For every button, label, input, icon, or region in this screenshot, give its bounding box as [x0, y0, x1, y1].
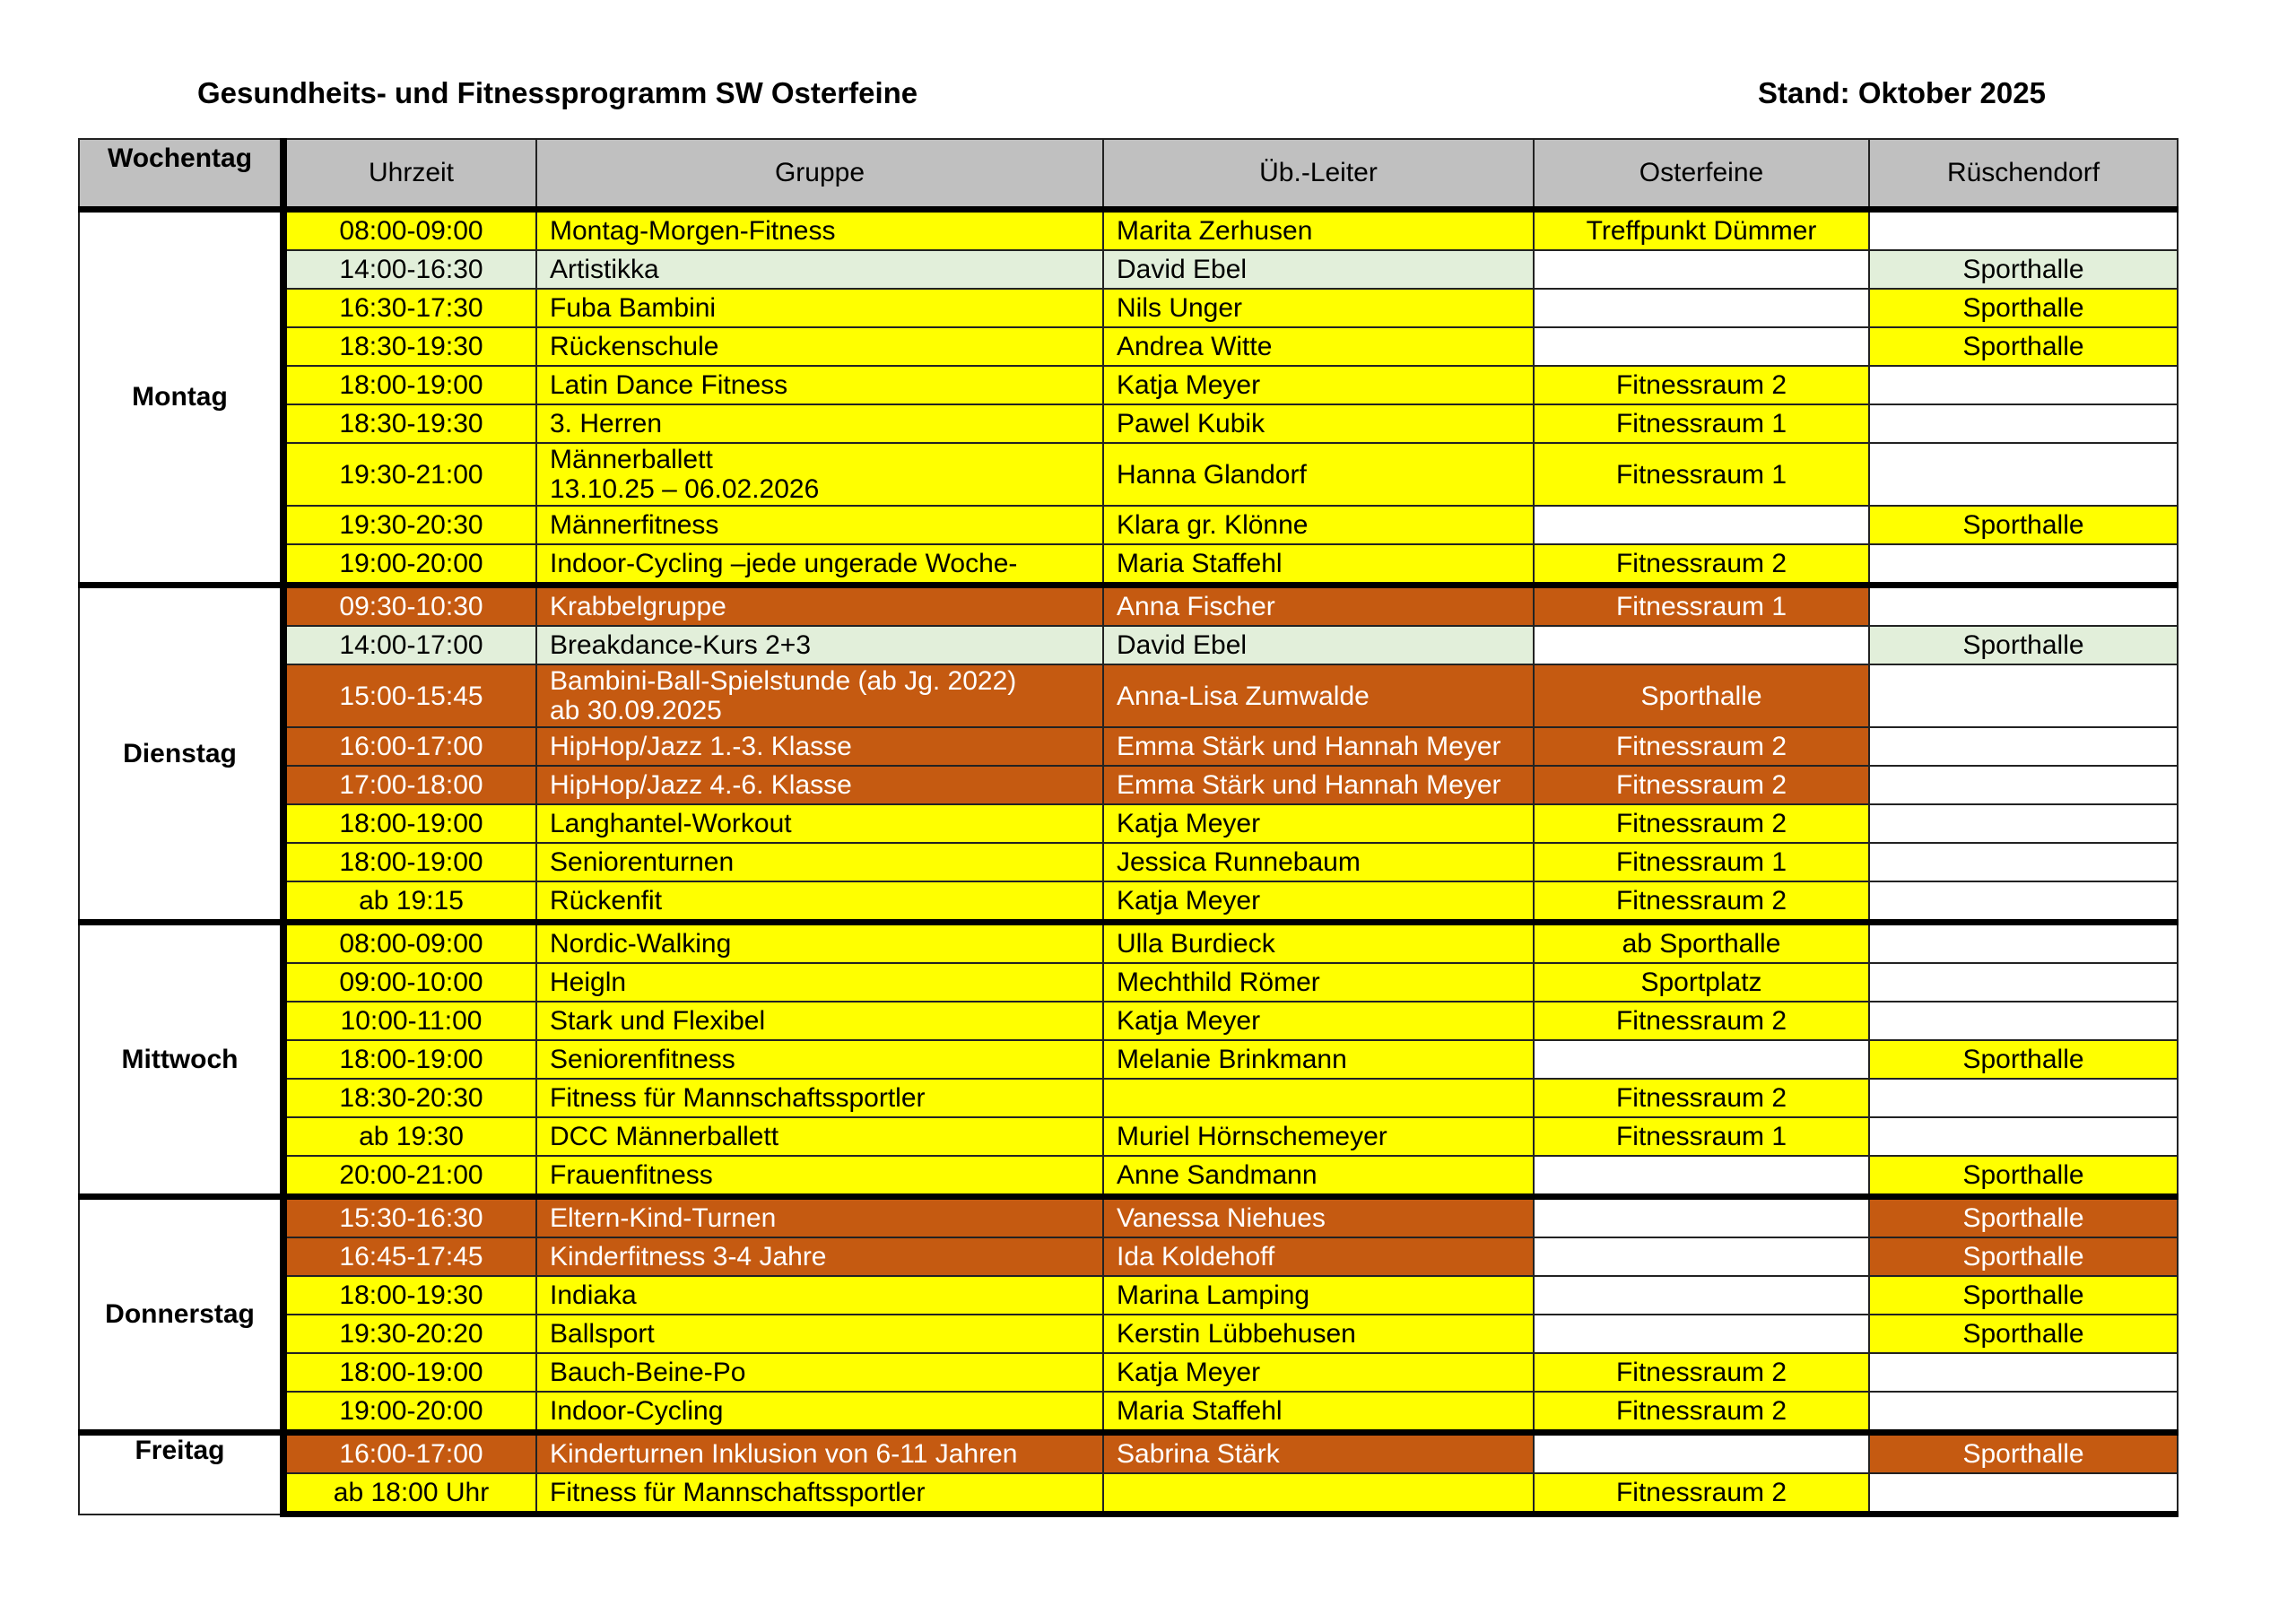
- group-line: ab 30.09.2025: [550, 696, 722, 725]
- weekday-cell: Donnerstag: [79, 1197, 283, 1433]
- leader-cell: Klara gr. Klönne: [1103, 506, 1534, 544]
- osterfeine-cell: Fitnessraum 1: [1534, 1117, 1869, 1156]
- group-cell: [536, 289, 1103, 327]
- osterfeine-cell: [1534, 1433, 1869, 1474]
- leader-cell: Katja Meyer: [1103, 1353, 1534, 1392]
- osterfeine-cell: [1534, 250, 1869, 289]
- time-cell: ab 19:15: [283, 881, 536, 923]
- leader-cell: Hanna Glandorf: [1103, 443, 1534, 506]
- rueschendorf-cell: Sporthalle: [1869, 1156, 2178, 1197]
- header-row: [79, 139, 2178, 210]
- osterfeine-cell: Sportplatz: [1534, 963, 1869, 1002]
- group-cell: [536, 766, 1103, 804]
- group-line: Langhantel-Workout: [550, 808, 792, 838]
- rueschendorf-cell: [1869, 727, 2178, 766]
- group-cell: [536, 1315, 1103, 1353]
- header-rueschendorf: Rüschendorf: [1869, 139, 2178, 210]
- leader-cell: Emma Stärk und Hannah Meyer: [1103, 766, 1534, 804]
- osterfeine-cell: [1534, 506, 1869, 544]
- group-cell: [536, 544, 1103, 586]
- osterfeine-cell: Fitnessraum 1: [1534, 843, 1869, 881]
- osterfeine-cell: Fitnessraum 2: [1534, 1002, 1869, 1040]
- group-cell: [536, 1079, 1103, 1117]
- time-cell: 15:00-15:45: [283, 664, 536, 727]
- osterfeine-cell: [1534, 626, 1869, 664]
- rueschendorf-cell: [1869, 963, 2178, 1002]
- leader-cell: David Ebel: [1103, 250, 1534, 289]
- rueschendorf-cell: Sporthalle: [1869, 250, 2178, 289]
- leader-cell: Mechthild Römer: [1103, 963, 1534, 1002]
- weekday-cell: Mittwoch: [79, 923, 283, 1197]
- group-cell: [536, 506, 1103, 544]
- group-cell: [536, 404, 1103, 443]
- group-cell: [536, 1002, 1103, 1040]
- header-group: Gruppe: [536, 139, 1103, 210]
- time-cell: ab 19:30: [283, 1117, 536, 1156]
- leader-cell: [1103, 1473, 1534, 1515]
- time-cell: 09:30-10:30: [283, 586, 536, 627]
- rueschendorf-cell: [1869, 1353, 2178, 1392]
- header-osterfeine: Osterfeine: [1534, 139, 1869, 210]
- osterfeine-cell: [1534, 327, 1869, 366]
- time-cell: 18:30-20:30: [283, 1079, 536, 1117]
- group-cell: [536, 443, 1103, 506]
- group-line: Frauenfitness: [550, 1159, 713, 1190]
- schedule-row: [79, 506, 2178, 544]
- group-line: Nordic-Walking: [550, 928, 732, 959]
- schedule-row: [79, 1002, 2178, 1040]
- group-line: Männerfitness: [550, 509, 719, 540]
- osterfeine-cell: Fitnessraum 2: [1534, 804, 1869, 843]
- rueschendorf-cell: Sporthalle: [1869, 289, 2178, 327]
- group-line: Stark und Flexibel: [550, 1005, 766, 1036]
- leader-cell: Sabrina Stärk: [1103, 1433, 1534, 1474]
- time-cell: 17:00-18:00: [283, 766, 536, 804]
- group-cell: [536, 366, 1103, 404]
- group-line: Kinderturnen Inklusion von 6-11 Jahren: [550, 1438, 1018, 1469]
- rueschendorf-cell: [1869, 210, 2178, 251]
- time-cell: 19:00-20:00: [283, 544, 536, 586]
- osterfeine-cell: [1534, 1276, 1869, 1315]
- osterfeine-cell: Fitnessraum 1: [1534, 404, 1869, 443]
- rueschendorf-cell: Sporthalle: [1869, 506, 2178, 544]
- osterfeine-cell: [1534, 1237, 1869, 1276]
- time-cell: 10:00-11:00: [283, 1002, 536, 1040]
- schedule-row: [79, 1197, 2178, 1238]
- group-cell: [536, 963, 1103, 1002]
- group-line: Rückenschule: [550, 331, 719, 361]
- schedule-row: [79, 586, 2178, 627]
- group-line: Heigln: [550, 967, 627, 997]
- group-line: 3. Herren: [550, 408, 663, 438]
- schedule-row: [79, 881, 2178, 923]
- leader-cell: Ida Koldehoff: [1103, 1237, 1534, 1276]
- leader-cell: David Ebel: [1103, 626, 1534, 664]
- osterfeine-cell: Fitnessraum 2: [1534, 1353, 1869, 1392]
- osterfeine-cell: [1534, 1315, 1869, 1353]
- group-line: Bambini-Ball-Spielstunde (ab Jg. 2022): [550, 666, 1017, 696]
- stand-date: Stand: Oktober 2025: [1758, 76, 2046, 109]
- leader-cell: Emma Stärk und Hannah Meyer: [1103, 727, 1534, 766]
- schedule-row: [79, 544, 2178, 586]
- leader-cell: Melanie Brinkmann: [1103, 1040, 1534, 1079]
- header-leader: Üb.-Leiter: [1103, 139, 1534, 210]
- rueschendorf-cell: [1869, 843, 2178, 881]
- group-line: Krabbelgruppe: [550, 591, 726, 621]
- group-line: Bauch-Beine-Po: [550, 1357, 746, 1387]
- leader-cell: Katja Meyer: [1103, 1002, 1534, 1040]
- group-cell: [536, 1392, 1103, 1433]
- group-cell: [536, 881, 1103, 923]
- time-cell: 14:00-17:00: [283, 626, 536, 664]
- group-line: Rückenfit: [550, 885, 663, 916]
- time-cell: 14:00-16:30: [283, 250, 536, 289]
- time-cell: 18:00-19:00: [283, 804, 536, 843]
- time-cell: 08:00-09:00: [283, 210, 536, 251]
- group-cell: [536, 1197, 1103, 1238]
- group-line: Indoor-Cycling: [550, 1395, 724, 1426]
- osterfeine-cell: [1534, 1040, 1869, 1079]
- time-cell: 15:30-16:30: [283, 1197, 536, 1238]
- schedule-row: [79, 404, 2178, 443]
- osterfeine-cell: Fitnessraum 2: [1534, 544, 1869, 586]
- group-cell: [536, 1276, 1103, 1315]
- schedule-row: [79, 923, 2178, 964]
- schedule-row: [79, 1433, 2178, 1474]
- group-line: Seniorenturnen: [550, 846, 735, 877]
- osterfeine-cell: Fitnessraum 1: [1534, 586, 1869, 627]
- schedule-row: [79, 327, 2178, 366]
- group-line: 13.10.25 – 06.02.2026: [550, 474, 820, 504]
- schedule-row: [79, 1040, 2178, 1079]
- time-cell: 18:00-19:00: [283, 1040, 536, 1079]
- group-line: Indiaka: [550, 1280, 637, 1310]
- header-time: Uhrzeit: [283, 139, 536, 210]
- rueschendorf-cell: Sporthalle: [1869, 1276, 2178, 1315]
- time-cell: 19:30-21:00: [283, 443, 536, 506]
- group-cell: [536, 250, 1103, 289]
- group-line: HipHop/Jazz 4.-6. Klasse: [550, 769, 852, 800]
- group-line: Kinderfitness 3-4 Jahre: [550, 1241, 827, 1271]
- header-weekday: Wochentag: [79, 139, 283, 210]
- schedule-row: [79, 1079, 2178, 1117]
- osterfeine-cell: Fitnessraum 2: [1534, 1392, 1869, 1433]
- rueschendorf-cell: [1869, 1392, 2178, 1433]
- rueschendorf-cell: [1869, 366, 2178, 404]
- time-cell: 16:45-17:45: [283, 1237, 536, 1276]
- group-cell: [536, 1040, 1103, 1079]
- schedule-row: [79, 1473, 2178, 1515]
- group-cell: [536, 1156, 1103, 1197]
- group-line: Fuba Bambini: [550, 292, 717, 323]
- weekday-cell: Montag: [79, 210, 283, 586]
- schedule-row: [79, 1237, 2178, 1276]
- group-line: Eltern-Kind-Turnen: [550, 1202, 777, 1233]
- time-cell: 08:00-09:00: [283, 923, 536, 964]
- rueschendorf-cell: Sporthalle: [1869, 1315, 2178, 1353]
- document-title: Gesundheits- und Fitnessprogramm SW Osterfeine: [197, 76, 918, 109]
- osterfeine-cell: [1534, 1197, 1869, 1238]
- rueschendorf-cell: [1869, 881, 2178, 923]
- leader-cell: Katja Meyer: [1103, 881, 1534, 923]
- group-line: Fitness für Mannschaftssportler: [550, 1082, 926, 1113]
- schedule-row: [79, 1117, 2178, 1156]
- time-cell: 19:00-20:00: [283, 1392, 536, 1433]
- time-cell: 18:30-19:30: [283, 327, 536, 366]
- rueschendorf-cell: [1869, 766, 2178, 804]
- time-cell: 18:30-19:30: [283, 404, 536, 443]
- osterfeine-cell: Fitnessraum 2: [1534, 881, 1869, 923]
- leader-cell: Jessica Runnebaum: [1103, 843, 1534, 881]
- leader-cell: Muriel Hörnschemeyer: [1103, 1117, 1534, 1156]
- osterfeine-cell: ab Sporthalle: [1534, 923, 1869, 964]
- leader-cell: [1103, 1079, 1534, 1117]
- time-cell: 18:00-19:00: [283, 366, 536, 404]
- osterfeine-cell: Fitnessraum 2: [1534, 727, 1869, 766]
- schedule-row: [79, 1353, 2178, 1392]
- rueschendorf-cell: [1869, 664, 2178, 727]
- time-cell: 20:00-21:00: [283, 1156, 536, 1197]
- osterfeine-cell: Fitnessraum 2: [1534, 1473, 1869, 1515]
- group-cell: [536, 327, 1103, 366]
- schedule-row: [79, 443, 2178, 506]
- osterfeine-cell: Fitnessraum 1: [1534, 443, 1869, 506]
- group-cell: [536, 586, 1103, 627]
- group-cell: [536, 210, 1103, 251]
- weekday-cell: Dienstag: [79, 586, 283, 923]
- group-cell: [536, 1237, 1103, 1276]
- schedule-row: [79, 626, 2178, 664]
- schedule-row: [79, 289, 2178, 327]
- group-cell: [536, 664, 1103, 727]
- rueschendorf-cell: [1869, 404, 2178, 443]
- time-cell: 16:30-17:30: [283, 289, 536, 327]
- group-line: Montag-Morgen-Fitness: [550, 215, 836, 246]
- schedule-row: [79, 963, 2178, 1002]
- group-line: HipHop/Jazz 1.-3. Klasse: [550, 731, 852, 761]
- leader-cell: Katja Meyer: [1103, 366, 1534, 404]
- rueschendorf-cell: [1869, 1117, 2178, 1156]
- leader-cell: Anna Fischer: [1103, 586, 1534, 627]
- schedule-row: [79, 210, 2178, 251]
- group-line: Artistikka: [550, 254, 659, 284]
- leader-cell: Anne Sandmann: [1103, 1156, 1534, 1197]
- time-cell: 18:00-19:00: [283, 1353, 536, 1392]
- time-cell: 18:00-19:30: [283, 1276, 536, 1315]
- group-cell: [536, 1473, 1103, 1515]
- leader-cell: Marina Lamping: [1103, 1276, 1534, 1315]
- group-line: Männerballett: [550, 445, 713, 474]
- rueschendorf-cell: [1869, 1473, 2178, 1515]
- rueschendorf-cell: [1869, 1079, 2178, 1117]
- osterfeine-cell: Sporthalle: [1534, 664, 1869, 727]
- rueschendorf-cell: [1869, 923, 2178, 964]
- group-line: Fitness für Mannschaftssportler: [550, 1477, 926, 1507]
- group-line: Breakdance-Kurs 2+3: [550, 629, 812, 660]
- time-cell: 18:00-19:00: [283, 843, 536, 881]
- group-cell: [536, 923, 1103, 964]
- rueschendorf-cell: Sporthalle: [1869, 1040, 2178, 1079]
- schedule-row: [79, 1276, 2178, 1315]
- rueschendorf-cell: Sporthalle: [1869, 1433, 2178, 1474]
- rueschendorf-cell: Sporthalle: [1869, 1197, 2178, 1238]
- leader-cell: Vanessa Niehues: [1103, 1197, 1534, 1238]
- group-cell: [536, 1433, 1103, 1474]
- time-cell: ab 18:00 Uhr: [283, 1473, 536, 1515]
- group-line: Latin Dance Fitness: [550, 369, 788, 400]
- leader-cell: Katja Meyer: [1103, 804, 1534, 843]
- group-cell: [536, 626, 1103, 664]
- leader-cell: Pawel Kubik: [1103, 404, 1534, 443]
- schedule-table: [78, 138, 2179, 1517]
- group-cell: [536, 1353, 1103, 1392]
- leader-cell: Maria Staffehl: [1103, 544, 1534, 586]
- osterfeine-cell: [1534, 1156, 1869, 1197]
- rueschendorf-cell: [1869, 1002, 2178, 1040]
- rueschendorf-cell: [1869, 804, 2178, 843]
- schedule-row: [79, 766, 2178, 804]
- leader-cell: Anna-Lisa Zumwalde: [1103, 664, 1534, 727]
- schedule-row: [79, 804, 2178, 843]
- group-cell: [536, 1117, 1103, 1156]
- osterfeine-cell: [1534, 289, 1869, 327]
- leader-cell: Maria Staffehl: [1103, 1392, 1534, 1433]
- time-cell: 19:30-20:20: [283, 1315, 536, 1353]
- rueschendorf-cell: Sporthalle: [1869, 1237, 2178, 1276]
- schedule-row: [79, 1392, 2178, 1433]
- schedule-row: [79, 250, 2178, 289]
- rueschendorf-cell: [1869, 544, 2178, 586]
- schedule-row: [79, 664, 2178, 727]
- group-line: Ballsport: [550, 1318, 655, 1349]
- osterfeine-cell: Fitnessraum 2: [1534, 1079, 1869, 1117]
- rueschendorf-cell: Sporthalle: [1869, 626, 2178, 664]
- time-cell: 19:30-20:30: [283, 506, 536, 544]
- time-cell: 16:00-17:00: [283, 1433, 536, 1474]
- weekday-cell: Freitag: [79, 1433, 283, 1515]
- schedule-row: [79, 843, 2178, 881]
- schedule-row: [79, 1156, 2178, 1197]
- group-line: DCC Männerballett: [550, 1121, 779, 1151]
- osterfeine-cell: Fitnessraum 2: [1534, 366, 1869, 404]
- schedule-row: [79, 1315, 2178, 1353]
- group-line: Indoor-Cycling –jede ungerade Woche-: [550, 548, 1018, 578]
- rueschendorf-cell: [1869, 443, 2178, 506]
- leader-cell: Nils Unger: [1103, 289, 1534, 327]
- time-cell: 16:00-17:00: [283, 727, 536, 766]
- leader-cell: Andrea Witte: [1103, 327, 1534, 366]
- group-cell: [536, 804, 1103, 843]
- schedule-body: [79, 210, 2178, 1515]
- group-cell: [536, 843, 1103, 881]
- schedule-row: [79, 727, 2178, 766]
- group-cell: [536, 727, 1103, 766]
- leader-cell: Kerstin Lübbehusen: [1103, 1315, 1534, 1353]
- leader-cell: Ulla Burdieck: [1103, 923, 1534, 964]
- osterfeine-cell: Treffpunkt Dümmer: [1534, 210, 1869, 251]
- rueschendorf-cell: Sporthalle: [1869, 327, 2178, 366]
- time-cell: 09:00-10:00: [283, 963, 536, 1002]
- schedule-row: [79, 366, 2178, 404]
- osterfeine-cell: Fitnessraum 2: [1534, 766, 1869, 804]
- rueschendorf-cell: [1869, 586, 2178, 627]
- group-line: Seniorenfitness: [550, 1044, 735, 1074]
- leader-cell: Marita Zerhusen: [1103, 210, 1534, 251]
